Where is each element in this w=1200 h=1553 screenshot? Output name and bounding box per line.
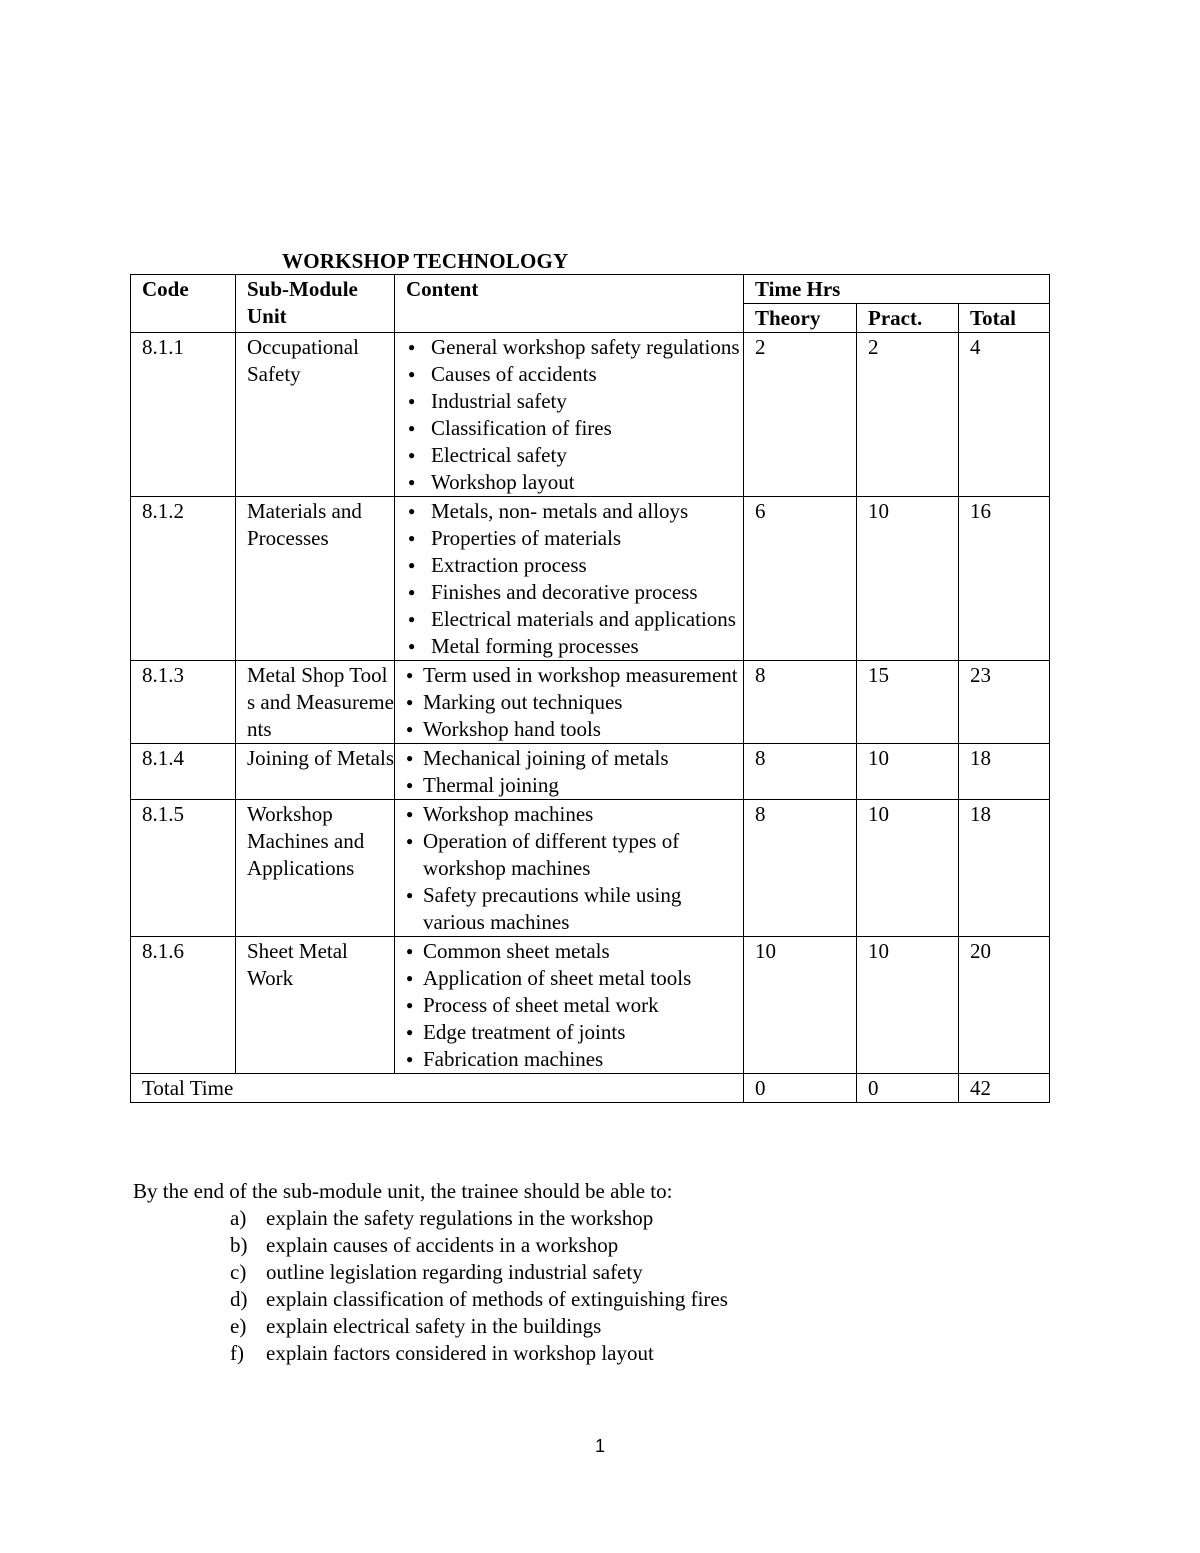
table-row (131, 661, 1050, 744)
row-unit: Occupational Safety (236, 333, 395, 497)
row-content (395, 497, 744, 661)
row-pract: 15 (857, 661, 959, 744)
row-content (395, 744, 744, 800)
item-text: explain the safety regulations in the workshop (266, 1206, 654, 1230)
content-list (406, 498, 743, 660)
row-pract: 10 (857, 937, 959, 1074)
row-code: 8.1.1 (131, 333, 236, 497)
row-code: 8.1.5 (131, 800, 236, 937)
list-item: ● Metals, non- metals and alloys (406, 498, 743, 525)
list-item: ● Process of sheet metal work (406, 992, 743, 1019)
list-item: ● Properties of materials (406, 525, 743, 552)
objectives-intro: By the end of the sub-module unit, the trainee should be able to: (133, 1179, 673, 1203)
row-theory: 6 (744, 497, 857, 661)
row-theory: 2 (744, 333, 857, 497)
row-theory: 8 (744, 744, 857, 800)
list-item: ● Finishes and decorative process (406, 579, 743, 606)
list-item: ● Term used in workshop measurement (406, 662, 743, 689)
list-item: ● Industrial safety (406, 388, 743, 415)
item-letter: d) (230, 1287, 248, 1311)
total-pract: 0 (857, 1074, 959, 1103)
row-unit: Sheet Metal Work (236, 937, 395, 1074)
list-item (230, 1205, 1033, 1232)
header-row (131, 275, 1050, 304)
table-row (131, 497, 1050, 661)
list-item: ● Causes of accidents (406, 361, 743, 388)
list-item: ● Application of sheet metal tools (406, 965, 743, 992)
item-letter: b) (230, 1233, 248, 1257)
header-content: Content (395, 275, 744, 333)
item-letter: f) (230, 1341, 244, 1365)
list-item: ● Mechanical joining of metals (406, 745, 743, 772)
content-list (406, 662, 743, 743)
item-text: explain electrical safety in the buildings (266, 1314, 602, 1338)
row-theory: 10 (744, 937, 857, 1074)
list-item: ● Metal forming processes (406, 633, 743, 660)
row-total: 20 (959, 937, 1050, 1074)
item-text: explain classification of methods of extinguishing fires (266, 1287, 728, 1311)
row-unit: Metal Shop Tools and Measurements (236, 661, 395, 744)
list-item: ● Operation of different types of workshop machines (406, 828, 743, 882)
row-pract: 10 (857, 800, 959, 937)
row-code: 8.1.6 (131, 937, 236, 1074)
row-content (395, 800, 744, 937)
header-pract: Pract. (857, 304, 959, 333)
header-theory: Theory (744, 304, 857, 333)
list-item: ● Workshop hand tools (406, 716, 743, 743)
list-item: ● General workshop safety regulations (406, 334, 743, 361)
list-item: ● Marking out techniques (406, 689, 743, 716)
row-total: 16 (959, 497, 1050, 661)
list-item (230, 1232, 1033, 1259)
item-text: outline legislation regarding industrial safety (266, 1260, 643, 1284)
content-list (406, 745, 743, 799)
list-item: ● Classification of fires (406, 415, 743, 442)
total-total: 42 (959, 1074, 1050, 1103)
table-row (131, 937, 1050, 1074)
row-content (395, 937, 744, 1074)
row-total: 18 (959, 744, 1050, 800)
list-item: ● Edge treatment of joints (406, 1019, 743, 1046)
table-row (131, 800, 1050, 937)
row-content (395, 661, 744, 744)
row-theory: 8 (744, 800, 857, 937)
row-content (395, 333, 744, 497)
header-sub-module: Sub-Module Unit (236, 275, 395, 333)
objectives-list (133, 1205, 1033, 1367)
total-theory: 0 (744, 1074, 857, 1103)
list-item: ● Workshop machines (406, 801, 743, 828)
learning-objectives (133, 1178, 1033, 1367)
item-text: explain causes of accidents in a workshop (266, 1233, 619, 1257)
syllabus-table (130, 274, 1050, 1103)
list-item (230, 1259, 1033, 1286)
row-unit: Workshop Machines and Applications (236, 800, 395, 937)
table-row (131, 744, 1050, 800)
row-theory: 8 (744, 661, 857, 744)
list-item (230, 1340, 1033, 1367)
list-item: ● Extraction process (406, 552, 743, 579)
row-code: 8.1.2 (131, 497, 236, 661)
total-row (131, 1074, 1050, 1103)
row-total: 23 (959, 661, 1050, 744)
list-item: ● Electrical safety (406, 442, 743, 469)
page-number: 1 (594, 1436, 605, 1456)
list-item: ● Fabrication machines (406, 1046, 743, 1073)
row-pract: 10 (857, 497, 959, 661)
row-code: 8.1.4 (131, 744, 236, 800)
list-item: ● Workshop layout (406, 469, 743, 496)
list-item: ● Common sheet metals (406, 938, 743, 965)
header-time-hrs: Time Hrs (744, 275, 1050, 304)
list-item: ● Thermal joining (406, 772, 743, 799)
row-unit: Joining of Metals (236, 744, 395, 800)
row-total: 4 (959, 333, 1050, 497)
document-title: WORKSHOP TECHNOLOGY (282, 249, 569, 273)
content-list (406, 801, 743, 936)
item-letter: e) (230, 1314, 247, 1338)
content-list (406, 938, 743, 1073)
header-code: Code (131, 275, 236, 333)
list-item: ● Electrical materials and applications (406, 606, 743, 633)
total-label: Total Time (131, 1074, 744, 1103)
item-text: explain factors considered in workshop layout (266, 1341, 654, 1365)
row-pract: 10 (857, 744, 959, 800)
row-total: 18 (959, 800, 1050, 937)
item-letter: c) (230, 1260, 247, 1284)
content-list (406, 334, 743, 496)
list-item (230, 1286, 1033, 1313)
item-letter: a) (230, 1206, 247, 1230)
row-pract: 2 (857, 333, 959, 497)
table-row (131, 333, 1050, 497)
header-total: Total (959, 304, 1050, 333)
row-code: 8.1.3 (131, 661, 236, 744)
row-unit: Materials and Processes (236, 497, 395, 661)
list-item (230, 1313, 1033, 1340)
list-item: ● Safety precautions while using various machines (406, 882, 743, 936)
